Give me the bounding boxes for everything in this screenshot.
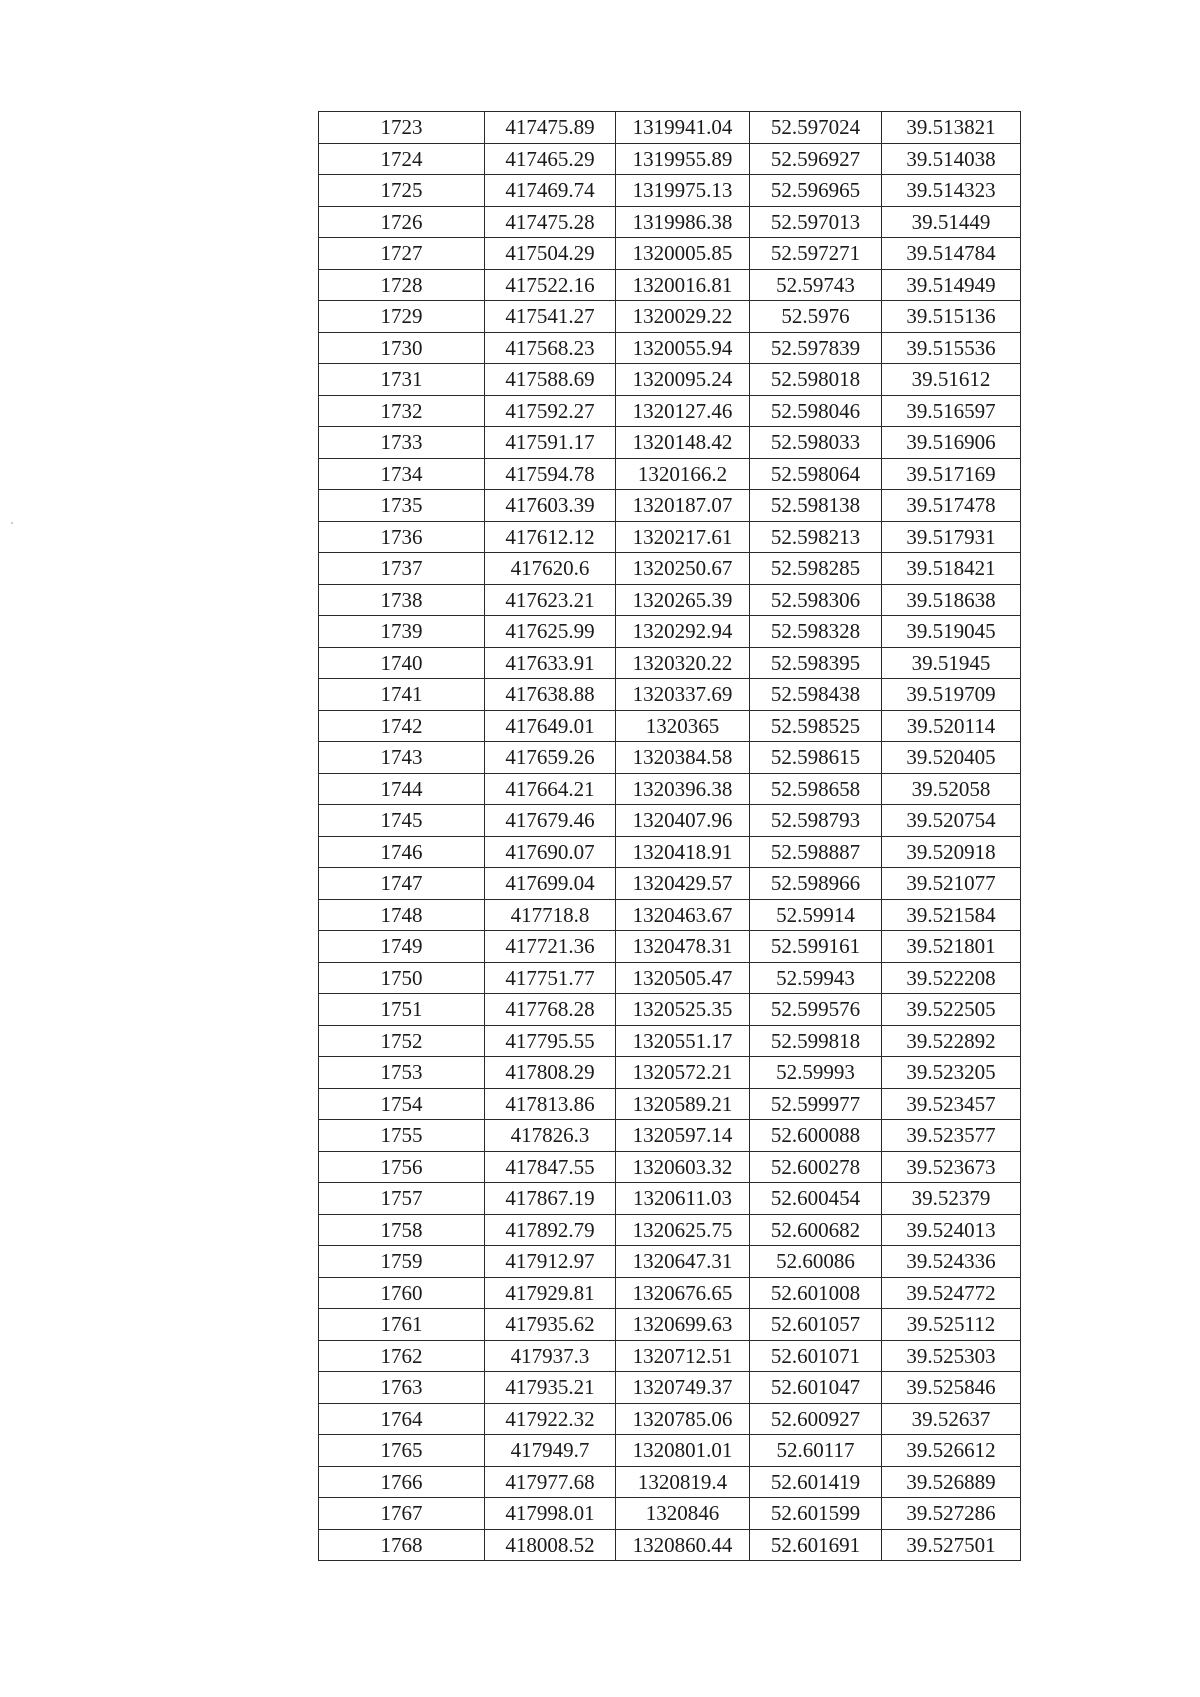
x-coordinate-cell: 417623.21: [485, 584, 616, 616]
latitude-cell: 52.599161: [750, 931, 882, 963]
longitude-cell: 39.526612: [882, 1435, 1021, 1467]
x-coordinate-cell: 417768.28: [485, 994, 616, 1026]
table-row: [319, 1435, 1021, 1467]
table-row: [319, 427, 1021, 459]
table-row: [319, 143, 1021, 175]
longitude-cell: 39.514949: [882, 269, 1021, 301]
y-coordinate-cell: 1320525.35: [616, 994, 750, 1026]
y-coordinate-cell: 1320699.63: [616, 1309, 750, 1341]
point-number-cell: 1728: [319, 269, 485, 301]
table-body: [319, 112, 1021, 1561]
y-coordinate-cell: 1320187.07: [616, 490, 750, 522]
longitude-cell: 39.517931: [882, 521, 1021, 553]
point-number-cell: 1760: [319, 1277, 485, 1309]
latitude-cell: 52.600682: [750, 1214, 882, 1246]
y-coordinate-cell: 1320603.32: [616, 1151, 750, 1183]
y-coordinate-cell: 1320572.21: [616, 1057, 750, 1089]
x-coordinate-cell: 417465.29: [485, 143, 616, 175]
latitude-cell: 52.600927: [750, 1403, 882, 1435]
y-coordinate-cell: 1320320.22: [616, 647, 750, 679]
table-row: [319, 553, 1021, 585]
x-coordinate-cell: 417699.04: [485, 868, 616, 900]
table-row: [319, 1309, 1021, 1341]
y-coordinate-cell: 1320265.39: [616, 584, 750, 616]
table-row: [319, 1214, 1021, 1246]
longitude-cell: 39.522892: [882, 1025, 1021, 1057]
x-coordinate-cell: 417826.3: [485, 1120, 616, 1152]
y-coordinate-cell: 1320589.21: [616, 1088, 750, 1120]
longitude-cell: 39.520918: [882, 836, 1021, 868]
longitude-cell: 39.525846: [882, 1372, 1021, 1404]
latitude-cell: 52.597013: [750, 206, 882, 238]
latitude-cell: 52.598138: [750, 490, 882, 522]
longitude-cell: 39.515536: [882, 332, 1021, 364]
y-coordinate-cell: 1319941.04: [616, 112, 750, 144]
y-coordinate-cell: 1320676.65: [616, 1277, 750, 1309]
x-coordinate-cell: 417929.81: [485, 1277, 616, 1309]
point-number-cell: 1744: [319, 773, 485, 805]
point-number-cell: 1762: [319, 1340, 485, 1372]
latitude-cell: 52.600278: [750, 1151, 882, 1183]
point-number-cell: 1756: [319, 1151, 485, 1183]
x-coordinate-cell: 417751.77: [485, 962, 616, 994]
latitude-cell: 52.59914: [750, 899, 882, 931]
longitude-cell: 39.520405: [882, 742, 1021, 774]
point-number-cell: 1759: [319, 1246, 485, 1278]
latitude-cell: 52.598018: [750, 364, 882, 396]
table-row: [319, 332, 1021, 364]
point-number-cell: 1768: [319, 1529, 485, 1561]
point-number-cell: 1742: [319, 710, 485, 742]
table-row: [319, 1183, 1021, 1215]
table-row: [319, 490, 1021, 522]
point-number-cell: 1732: [319, 395, 485, 427]
longitude-cell: 39.523673: [882, 1151, 1021, 1183]
longitude-cell: 39.520754: [882, 805, 1021, 837]
y-coordinate-cell: 1320478.31: [616, 931, 750, 963]
x-coordinate-cell: 418008.52: [485, 1529, 616, 1561]
x-coordinate-cell: 417718.8: [485, 899, 616, 931]
latitude-cell: 52.599576: [750, 994, 882, 1026]
longitude-cell: 39.525303: [882, 1340, 1021, 1372]
point-number-cell: 1737: [319, 553, 485, 585]
point-number-cell: 1757: [319, 1183, 485, 1215]
y-coordinate-cell: 1320365: [616, 710, 750, 742]
table-row: [319, 112, 1021, 144]
longitude-cell: 39.526889: [882, 1466, 1021, 1498]
longitude-cell: 39.523577: [882, 1120, 1021, 1152]
latitude-cell: 52.598793: [750, 805, 882, 837]
longitude-cell: 39.524013: [882, 1214, 1021, 1246]
latitude-cell: 52.598328: [750, 616, 882, 648]
x-coordinate-cell: 417659.26: [485, 742, 616, 774]
x-coordinate-cell: 417469.74: [485, 175, 616, 207]
table-row: [319, 962, 1021, 994]
point-number-cell: 1766: [319, 1466, 485, 1498]
y-coordinate-cell: 1320016.81: [616, 269, 750, 301]
latitude-cell: 52.598033: [750, 427, 882, 459]
latitude-cell: 52.598213: [750, 521, 882, 553]
table-row: [319, 521, 1021, 553]
x-coordinate-cell: 417949.7: [485, 1435, 616, 1467]
table-row: [319, 238, 1021, 270]
longitude-cell: 39.518421: [882, 553, 1021, 585]
x-coordinate-cell: 417912.97: [485, 1246, 616, 1278]
x-coordinate-cell: 417588.69: [485, 364, 616, 396]
longitude-cell: 39.519709: [882, 679, 1021, 711]
y-coordinate-cell: 1320095.24: [616, 364, 750, 396]
latitude-cell: 52.5976: [750, 301, 882, 333]
latitude-cell: 52.597839: [750, 332, 882, 364]
y-coordinate-cell: 1320407.96: [616, 805, 750, 837]
longitude-cell: 39.524772: [882, 1277, 1021, 1309]
longitude-cell: 39.517169: [882, 458, 1021, 490]
table-row: [319, 616, 1021, 648]
y-coordinate-cell: 1320801.01: [616, 1435, 750, 1467]
longitude-cell: 39.514038: [882, 143, 1021, 175]
table-row: [319, 458, 1021, 490]
table-row: [319, 647, 1021, 679]
longitude-cell: 39.517478: [882, 490, 1021, 522]
x-coordinate-cell: 417620.6: [485, 553, 616, 585]
y-coordinate-cell: 1320611.03: [616, 1183, 750, 1215]
x-coordinate-cell: 417638.88: [485, 679, 616, 711]
longitude-cell: 39.51449: [882, 206, 1021, 238]
longitude-cell: 39.522505: [882, 994, 1021, 1026]
x-coordinate-cell: 417504.29: [485, 238, 616, 270]
table-row: [319, 1403, 1021, 1435]
x-coordinate-cell: 417664.21: [485, 773, 616, 805]
y-coordinate-cell: 1320463.67: [616, 899, 750, 931]
x-coordinate-cell: 417977.68: [485, 1466, 616, 1498]
point-number-cell: 1736: [319, 521, 485, 553]
point-number-cell: 1754: [319, 1088, 485, 1120]
x-coordinate-cell: 417690.07: [485, 836, 616, 868]
point-number-cell: 1735: [319, 490, 485, 522]
y-coordinate-cell: 1320148.42: [616, 427, 750, 459]
y-coordinate-cell: 1320597.14: [616, 1120, 750, 1152]
point-number-cell: 1740: [319, 647, 485, 679]
longitude-cell: 39.521077: [882, 868, 1021, 900]
latitude-cell: 52.599977: [750, 1088, 882, 1120]
latitude-cell: 52.598438: [750, 679, 882, 711]
point-number-cell: 1758: [319, 1214, 485, 1246]
y-coordinate-cell: 1320250.67: [616, 553, 750, 585]
latitude-cell: 52.600088: [750, 1120, 882, 1152]
point-number-cell: 1765: [319, 1435, 485, 1467]
x-coordinate-cell: 417808.29: [485, 1057, 616, 1089]
point-number-cell: 1727: [319, 238, 485, 270]
y-coordinate-cell: 1320551.17: [616, 1025, 750, 1057]
x-coordinate-cell: 417603.39: [485, 490, 616, 522]
table-row: [319, 1246, 1021, 1278]
latitude-cell: 52.598306: [750, 584, 882, 616]
table-row: [319, 1466, 1021, 1498]
y-coordinate-cell: 1320647.31: [616, 1246, 750, 1278]
x-coordinate-cell: 417594.78: [485, 458, 616, 490]
y-coordinate-cell: 1320005.85: [616, 238, 750, 270]
y-coordinate-cell: 1320785.06: [616, 1403, 750, 1435]
longitude-cell: 39.519045: [882, 616, 1021, 648]
latitude-cell: 52.598525: [750, 710, 882, 742]
longitude-cell: 39.515136: [882, 301, 1021, 333]
table-row: [319, 710, 1021, 742]
x-coordinate-cell: 417591.17: [485, 427, 616, 459]
longitude-cell: 39.514323: [882, 175, 1021, 207]
table-row: [319, 994, 1021, 1026]
table-row: [319, 836, 1021, 868]
latitude-cell: 52.598285: [750, 553, 882, 585]
table-row: [319, 805, 1021, 837]
table-row: [319, 584, 1021, 616]
latitude-cell: 52.601071: [750, 1340, 882, 1372]
table-row: [319, 175, 1021, 207]
x-coordinate-cell: 417721.36: [485, 931, 616, 963]
point-number-cell: 1725: [319, 175, 485, 207]
latitude-cell: 52.599818: [750, 1025, 882, 1057]
latitude-cell: 52.601047: [750, 1372, 882, 1404]
longitude-cell: 39.52637: [882, 1403, 1021, 1435]
x-coordinate-cell: 417475.89: [485, 112, 616, 144]
y-coordinate-cell: 1320337.69: [616, 679, 750, 711]
latitude-cell: 52.598887: [750, 836, 882, 868]
longitude-cell: 39.516906: [882, 427, 1021, 459]
latitude-cell: 52.597271: [750, 238, 882, 270]
point-number-cell: 1726: [319, 206, 485, 238]
table-row: [319, 206, 1021, 238]
latitude-cell: 52.601599: [750, 1498, 882, 1530]
x-coordinate-cell: 417847.55: [485, 1151, 616, 1183]
y-coordinate-cell: 1320749.37: [616, 1372, 750, 1404]
longitude-cell: 39.51612: [882, 364, 1021, 396]
x-coordinate-cell: 417935.62: [485, 1309, 616, 1341]
longitude-cell: 39.523457: [882, 1088, 1021, 1120]
point-number-cell: 1753: [319, 1057, 485, 1089]
x-coordinate-cell: 417633.91: [485, 647, 616, 679]
longitude-cell: 39.51945: [882, 647, 1021, 679]
y-coordinate-cell: 1320029.22: [616, 301, 750, 333]
longitude-cell: 39.520114: [882, 710, 1021, 742]
latitude-cell: 52.596965: [750, 175, 882, 207]
point-number-cell: 1761: [319, 1309, 485, 1341]
scan-speck: [11, 522, 13, 524]
longitude-cell: 39.527286: [882, 1498, 1021, 1530]
latitude-cell: 52.601008: [750, 1277, 882, 1309]
y-coordinate-cell: 1320418.91: [616, 836, 750, 868]
table-row: [319, 301, 1021, 333]
x-coordinate-cell: 417998.01: [485, 1498, 616, 1530]
y-coordinate-cell: 1320217.61: [616, 521, 750, 553]
y-coordinate-cell: 1319975.13: [616, 175, 750, 207]
latitude-cell: 52.598046: [750, 395, 882, 427]
x-coordinate-cell: 417625.99: [485, 616, 616, 648]
point-number-cell: 1723: [319, 112, 485, 144]
x-coordinate-cell: 417813.86: [485, 1088, 616, 1120]
longitude-cell: 39.521801: [882, 931, 1021, 963]
x-coordinate-cell: 417867.19: [485, 1183, 616, 1215]
table-row: [319, 1277, 1021, 1309]
latitude-cell: 52.598966: [750, 868, 882, 900]
point-number-cell: 1739: [319, 616, 485, 648]
y-coordinate-cell: 1320505.47: [616, 962, 750, 994]
longitude-cell: 39.516597: [882, 395, 1021, 427]
y-coordinate-cell: 1320712.51: [616, 1340, 750, 1372]
table-row: [319, 1057, 1021, 1089]
longitude-cell: 39.52058: [882, 773, 1021, 805]
point-number-cell: 1767: [319, 1498, 485, 1530]
latitude-cell: 52.596927: [750, 143, 882, 175]
y-coordinate-cell: 1320384.58: [616, 742, 750, 774]
latitude-cell: 52.598615: [750, 742, 882, 774]
longitude-cell: 39.514784: [882, 238, 1021, 270]
longitude-cell: 39.513821: [882, 112, 1021, 144]
y-coordinate-cell: 1320429.57: [616, 868, 750, 900]
table-row: [319, 773, 1021, 805]
point-number-cell: 1730: [319, 332, 485, 364]
y-coordinate-cell: 1320396.38: [616, 773, 750, 805]
latitude-cell: 52.59743: [750, 269, 882, 301]
x-coordinate-cell: 417935.21: [485, 1372, 616, 1404]
longitude-cell: 39.52379: [882, 1183, 1021, 1215]
table-row: [319, 1088, 1021, 1120]
x-coordinate-cell: 417649.01: [485, 710, 616, 742]
x-coordinate-cell: 417679.46: [485, 805, 616, 837]
x-coordinate-cell: 417522.16: [485, 269, 616, 301]
table-row: [319, 1372, 1021, 1404]
longitude-cell: 39.518638: [882, 584, 1021, 616]
point-number-cell: 1731: [319, 364, 485, 396]
point-number-cell: 1738: [319, 584, 485, 616]
latitude-cell: 52.600454: [750, 1183, 882, 1215]
point-number-cell: 1743: [319, 742, 485, 774]
y-coordinate-cell: 1320166.2: [616, 458, 750, 490]
table-row: [319, 679, 1021, 711]
point-number-cell: 1751: [319, 994, 485, 1026]
latitude-cell: 52.60086: [750, 1246, 882, 1278]
x-coordinate-cell: 417612.12: [485, 521, 616, 553]
point-number-cell: 1745: [319, 805, 485, 837]
longitude-cell: 39.521584: [882, 899, 1021, 931]
point-number-cell: 1747: [319, 868, 485, 900]
longitude-cell: 39.522208: [882, 962, 1021, 994]
x-coordinate-cell: 417475.28: [485, 206, 616, 238]
table-row: [319, 1340, 1021, 1372]
latitude-cell: 52.59993: [750, 1057, 882, 1089]
latitude-cell: 52.601419: [750, 1466, 882, 1498]
table-row: [319, 1498, 1021, 1530]
latitude-cell: 52.60117: [750, 1435, 882, 1467]
table-row: [319, 1529, 1021, 1561]
point-number-cell: 1746: [319, 836, 485, 868]
point-number-cell: 1748: [319, 899, 485, 931]
longitude-cell: 39.527501: [882, 1529, 1021, 1561]
x-coordinate-cell: 417795.55: [485, 1025, 616, 1057]
point-number-cell: 1734: [319, 458, 485, 490]
coordinates-table: [318, 111, 1021, 1561]
longitude-cell: 39.524336: [882, 1246, 1021, 1278]
y-coordinate-cell: 1320846: [616, 1498, 750, 1530]
point-number-cell: 1752: [319, 1025, 485, 1057]
point-number-cell: 1733: [319, 427, 485, 459]
y-coordinate-cell: 1319955.89: [616, 143, 750, 175]
table-row: [319, 1151, 1021, 1183]
y-coordinate-cell: 1319986.38: [616, 206, 750, 238]
table-row: [319, 1025, 1021, 1057]
point-number-cell: 1749: [319, 931, 485, 963]
x-coordinate-cell: 417922.32: [485, 1403, 616, 1435]
latitude-cell: 52.597024: [750, 112, 882, 144]
table-row: [319, 364, 1021, 396]
y-coordinate-cell: 1320819.4: [616, 1466, 750, 1498]
table-row: [319, 899, 1021, 931]
point-number-cell: 1764: [319, 1403, 485, 1435]
latitude-cell: 52.598658: [750, 773, 882, 805]
table-row: [319, 931, 1021, 963]
table-row: [319, 269, 1021, 301]
table-row: [319, 395, 1021, 427]
latitude-cell: 52.598064: [750, 458, 882, 490]
y-coordinate-cell: 1320625.75: [616, 1214, 750, 1246]
table-row: [319, 868, 1021, 900]
latitude-cell: 52.598395: [750, 647, 882, 679]
x-coordinate-cell: 417937.3: [485, 1340, 616, 1372]
table-row: [319, 1120, 1021, 1152]
y-coordinate-cell: 1320860.44: [616, 1529, 750, 1561]
longitude-cell: 39.523205: [882, 1057, 1021, 1089]
latitude-cell: 52.601691: [750, 1529, 882, 1561]
latitude-cell: 52.601057: [750, 1309, 882, 1341]
x-coordinate-cell: 417541.27: [485, 301, 616, 333]
table-row: [319, 742, 1021, 774]
point-number-cell: 1729: [319, 301, 485, 333]
point-number-cell: 1724: [319, 143, 485, 175]
latitude-cell: 52.59943: [750, 962, 882, 994]
x-coordinate-cell: 417568.23: [485, 332, 616, 364]
point-number-cell: 1755: [319, 1120, 485, 1152]
longitude-cell: 39.525112: [882, 1309, 1021, 1341]
x-coordinate-cell: 417592.27: [485, 395, 616, 427]
point-number-cell: 1741: [319, 679, 485, 711]
y-coordinate-cell: 1320292.94: [616, 616, 750, 648]
y-coordinate-cell: 1320127.46: [616, 395, 750, 427]
point-number-cell: 1763: [319, 1372, 485, 1404]
point-number-cell: 1750: [319, 962, 485, 994]
x-coordinate-cell: 417892.79: [485, 1214, 616, 1246]
y-coordinate-cell: 1320055.94: [616, 332, 750, 364]
